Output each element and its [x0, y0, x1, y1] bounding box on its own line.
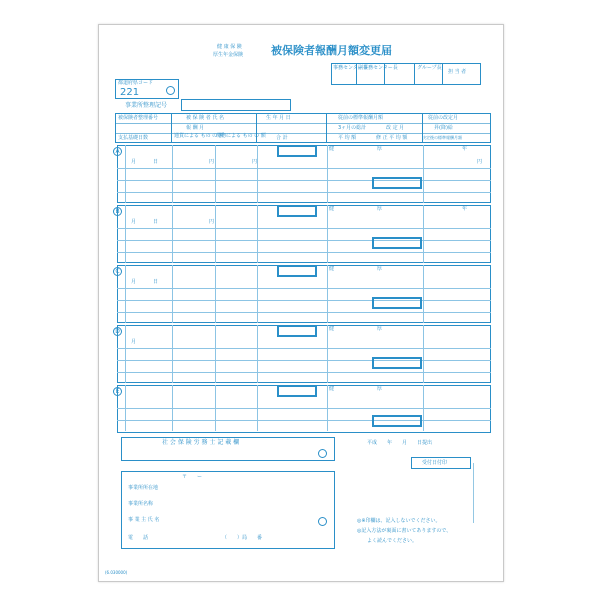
- name-field-b[interactable]: [277, 205, 317, 217]
- entry-block-a: [117, 145, 491, 203]
- name-field-a[interactable]: [277, 145, 317, 157]
- unit-pension: 厚: [377, 206, 383, 212]
- unit-pension: 厚: [377, 326, 383, 332]
- unit-yen: 円: [209, 159, 215, 165]
- form-sheet: [98, 24, 504, 582]
- name-field-d[interactable]: [277, 325, 317, 337]
- entry-block-b: [117, 205, 491, 263]
- office-code-label: 都道府県コード: [118, 80, 154, 86]
- note-1: ◎※印欄は、記入しないでください。: [357, 518, 441, 524]
- entry-block-c: [117, 265, 491, 323]
- unit-health: 健: [329, 386, 335, 392]
- vice-chief-label: 副事務センター長: [358, 65, 398, 71]
- goods-pay-header: 現物による もの の 額: [216, 133, 266, 139]
- raise-lower-header: 昇(降)給: [434, 125, 453, 131]
- unit-yen: 円: [477, 159, 483, 165]
- unit-month: 月: [131, 279, 137, 285]
- owner-name-label: 事 業 主 氏 名: [128, 517, 160, 523]
- unit-pension: 厚: [377, 266, 383, 272]
- average-field-e[interactable]: [372, 415, 422, 427]
- unit-pension: 厚: [377, 386, 383, 392]
- form-code: (6.030000): [105, 570, 128, 575]
- name-field-c[interactable]: [277, 265, 317, 277]
- average-field-c[interactable]: [372, 297, 422, 309]
- revision-month-header: 改 定 月: [386, 125, 405, 131]
- unit-day: 日: [153, 159, 159, 165]
- entry-block-d: [117, 325, 491, 383]
- submit-date: 平成 年 月 日提出: [367, 440, 433, 446]
- column-header: [115, 113, 491, 143]
- unit-year: 年: [462, 206, 468, 212]
- unit-month: 月: [131, 339, 137, 345]
- received-stamp-label: 受付日付印: [422, 460, 448, 466]
- unit-yen: 円: [252, 159, 258, 165]
- insured-name-header: 被 保 険 者 氏 名: [186, 115, 224, 121]
- insurance-line2: 厚生年金保険: [213, 52, 244, 58]
- currency-pay-header: 通貨による もの の 額: [174, 133, 224, 139]
- insured-number-header: 被保険者整理番号: [118, 115, 159, 121]
- center-chief-label: 事務センター長: [333, 65, 368, 71]
- entry-marker-d: D: [113, 327, 122, 336]
- sharoushi-box[interactable]: [121, 437, 335, 461]
- office-info-box[interactable]: [121, 471, 335, 549]
- marker-icon: [166, 86, 175, 95]
- insurance-line1: 健 康 保 険: [217, 44, 242, 50]
- unit-pension: 厚: [377, 146, 383, 152]
- entry-marker-c: C: [113, 267, 122, 276]
- unit-year: 年: [462, 146, 468, 152]
- postal-label: 〒 ー: [182, 474, 203, 480]
- average-field-a[interactable]: [372, 177, 422, 189]
- received-stamp-box: [411, 457, 471, 469]
- unit-day: 日: [153, 279, 159, 285]
- revised-average-header: 修 正 平 均 額: [376, 135, 408, 141]
- office-number-field[interactable]: [181, 99, 291, 111]
- entry-marker-a: A: [113, 147, 122, 156]
- birth-date-header: 生 年 月 日: [266, 115, 291, 121]
- unit-yen: 円: [209, 219, 215, 225]
- staff-label: 担 当 者: [448, 69, 467, 75]
- seal-icon: [318, 517, 327, 526]
- form-title: 被保険者報酬月額変更届: [271, 44, 392, 57]
- sharoushi-label: 社 会 保 険 労 務 士 記 載 欄: [162, 439, 240, 446]
- average-field-b[interactable]: [372, 237, 422, 249]
- office-code-value: 221: [120, 87, 140, 98]
- unit-health: 健: [329, 206, 335, 212]
- previous-revision-header: 従前の改定月: [428, 115, 459, 121]
- decided-salary-header: 決定後の標準報酬月額: [422, 135, 462, 140]
- previous-salary-header: 従前の標準報酬月額: [338, 115, 384, 121]
- unit-month: 月: [131, 159, 137, 165]
- unit-health: 健: [329, 266, 335, 272]
- address-label: 事業所所在地: [128, 485, 159, 491]
- phone-bracket: （ ）局 番: [222, 535, 263, 541]
- office-code-box: [115, 79, 179, 99]
- payment-days-header: 支払基礎日数: [118, 135, 149, 141]
- office-number-label: 事業所整理記号: [125, 102, 168, 109]
- entry-marker-e: E: [113, 387, 122, 396]
- name-field-e[interactable]: [277, 385, 317, 397]
- seal-icon: [318, 449, 327, 458]
- phone-label: 電 話: [128, 535, 149, 541]
- three-month-total-header: 3ヶ月の総計: [338, 125, 367, 131]
- unit-day: 日: [153, 219, 159, 225]
- unit-health: 健: [329, 326, 335, 332]
- average-field-d[interactable]: [372, 357, 422, 369]
- unit-health: 健: [329, 146, 335, 152]
- unit-month: 月: [131, 219, 137, 225]
- office-name-label: 事業所名称: [128, 501, 154, 507]
- note-2: ◎記入方法が裏面に書いてありますので、: [357, 528, 452, 534]
- approval-box: [331, 63, 481, 85]
- group-leader-label: グループ長: [417, 65, 442, 71]
- remuneration-header: 報 酬 月: [186, 125, 205, 131]
- entry-marker-b: B: [113, 207, 122, 216]
- note-3: よく読んでください。: [367, 538, 418, 544]
- average-header: 平 均 額: [338, 135, 357, 141]
- total-header: 合 計: [276, 135, 288, 141]
- entry-block-e: [117, 385, 491, 443]
